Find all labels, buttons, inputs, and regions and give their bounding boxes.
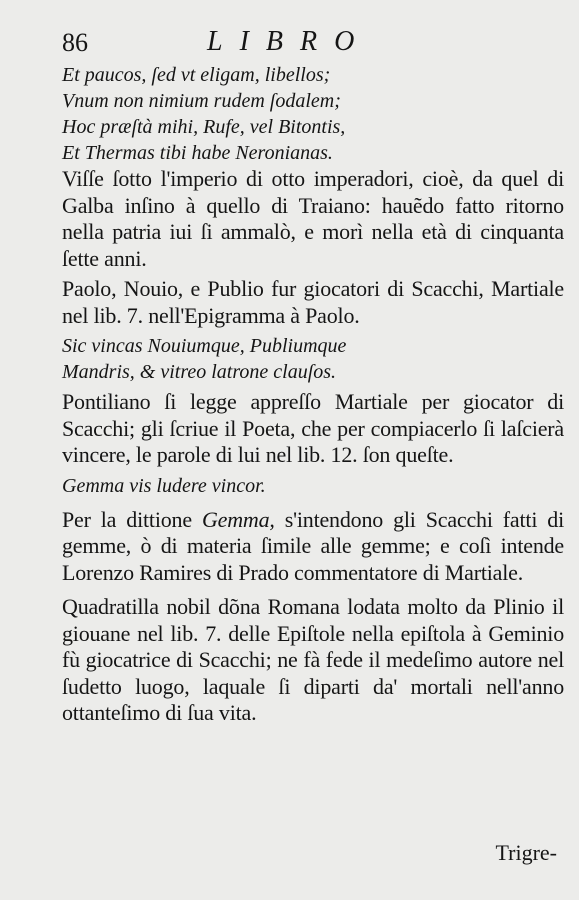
running-head: LIBRO (207, 26, 372, 57)
page-header (62, 18, 564, 62)
catchword: Trigre- (495, 840, 557, 865)
paragraph-4-start: Per la dittione (62, 506, 202, 532)
paragraph-2: Paolo, Nouio, e Publio fur giocatori di Scacchi, Martiale nel lib. 7. nell'Epigramma à Paolo. (62, 276, 564, 328)
page-content (62, 18, 564, 727)
paragraph-5: Quadratilla nobil dõna Romana lodata molto da Plinio il giouane nel lib. 7. delle Epiſtole nella epiſtola à Geminio fù giocatrice di Scacchi; ne fà fede il medeſimo autore nel ſudetto luogo, laquale ſi diparti da' mortali nell'anno ottanteſimo di ſua vita. (62, 594, 564, 725)
verse-block-top (62, 62, 564, 166)
verse-gemma: Gemma vis ludere vincor. (62, 474, 266, 497)
gemma-term: Gemma, (201, 506, 275, 532)
verse-line: Et Thermas tibi habe Neronianas. (62, 142, 333, 164)
verse-line: Vnum non nimium rudem ſodalem; (62, 90, 341, 112)
paragraph-1: Viſſe ſotto l'imperio di otto imperadori, cioè, da quel di Galba inſino à quello di Traiano: hauẽdo fatto ritorno nella patria iui ſi ammalò, e morì nella età di cinquanta ſette anni. (62, 166, 564, 271)
paragraph-3: Pontiliano ſi legge appreſſo Martiale per giocator di Scacchi; gli ſcriue il Poeta, che per compiacerlo ſi laſcierà vincere, le parole di lui nel lib. 12. ſon queſte. (62, 389, 564, 467)
verse-line: Hoc præſtà mihi, Rufe, vel Bitontis, (62, 116, 346, 138)
verse-block-mid (62, 333, 564, 385)
verse-line: Sic vincas Nouiumque, Publiumque (62, 335, 347, 357)
verse-line: Mandris, & vitreo latrone clauſos. (62, 361, 337, 383)
verse-line: Et paucos, ſed vt eligam, libellos; (62, 64, 331, 86)
page-number: 86 (62, 28, 88, 57)
paragraph-4 (62, 507, 564, 587)
paragraph-4-rest: s'intendono gli Scacchi fatti di gemme, ò di materia ſimile alle gemme; e coſì intende Lorenzo Ramires di Prado commentatore di Martiale. (62, 506, 564, 585)
